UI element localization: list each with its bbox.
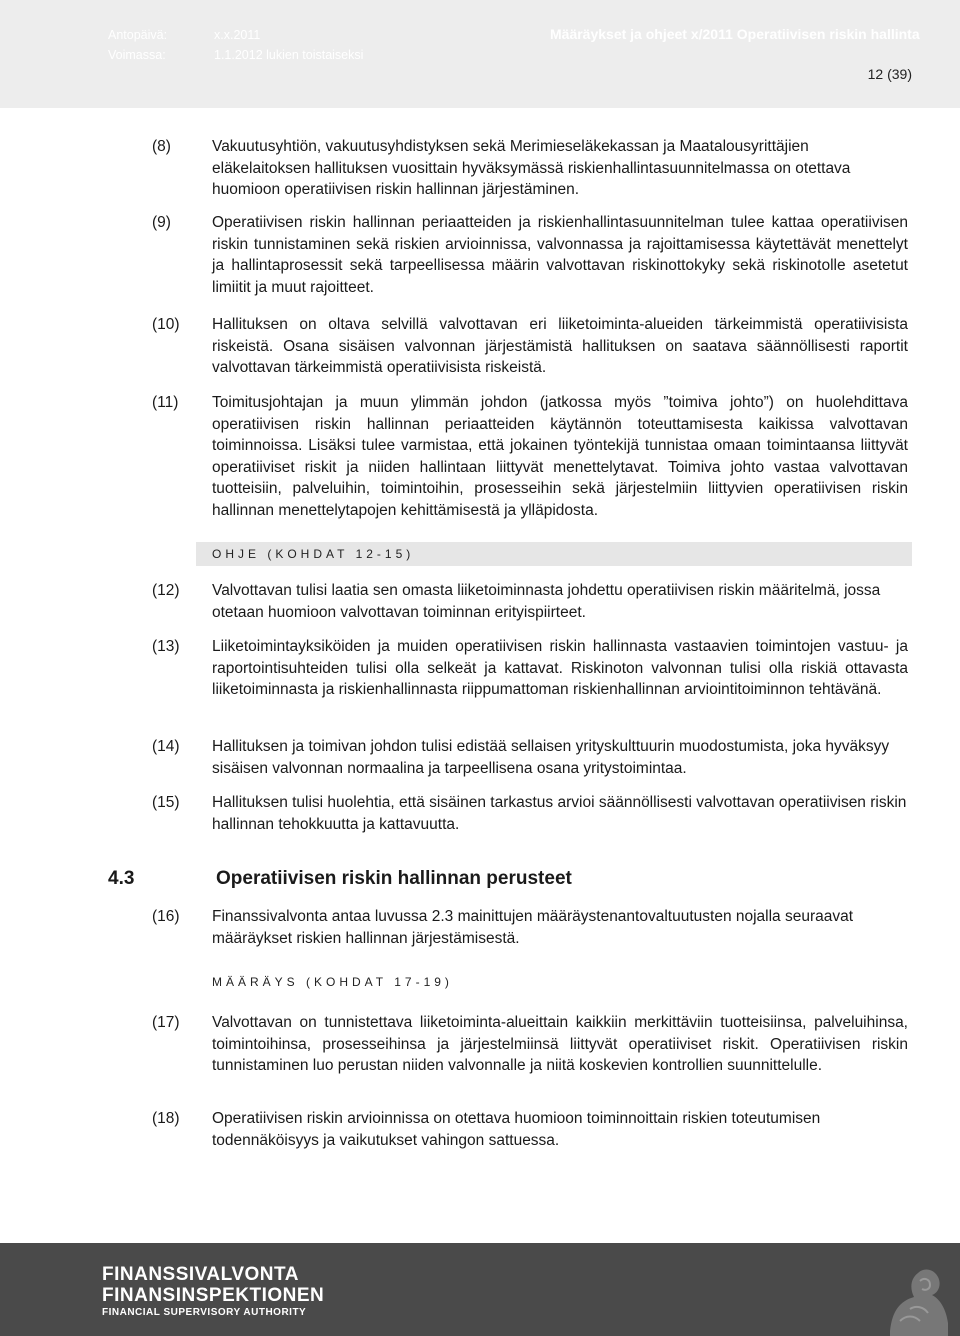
paragraph-8 (108, 136, 908, 201)
paragraph-text: Liiketoimintayksiköiden ja muiden operatiivisen riskin hallinnasta vastaavien toimintojen vastuu- ja raportointisuhteiden tulisi olla selkeät ja kattavat. Riskinoton valvonnan tulisi olla riskiä ottavasta liiketoiminnasta ja riskienhallinnasta riippumattoman riskienhallinnan arviointitoiminnon tehtävänä. (212, 638, 908, 698)
paragraph-14 (108, 736, 908, 779)
paragraph-text: Operatiivisen riskin arvioinnissa on otettava huomioon toiminnoittain riskien toteutumisen todennäköisyys ja vaikutukset vahingon sattuessa. (212, 1110, 821, 1149)
paragraph-9 (108, 212, 908, 298)
paragraph-number: (13) (152, 638, 180, 655)
paragraph-text: Hallituksen tulisi huolehtia, että sisäinen tarkastus arvioi säännöllisesti valvottavan operatiivisen riskin hallinnan tehokkuutta ja kattavuutta. (212, 794, 907, 833)
paragraph-number: (11) (152, 394, 179, 411)
page-header (0, 0, 960, 108)
paragraph-number: (9) (152, 214, 171, 231)
paragraph-number: (14) (152, 738, 180, 755)
issue-date-value: x.x.2011 (214, 28, 261, 42)
paragraph-text: Toimitusjohtajan ja muun ylimmän johdon (jatkossa myös ”toimiva johto”) on huolehdittava operatiivisen riskin hallinnan periaatteiden käytännön toteuttamisesta kaikissa valvottavan toiminnoissa. Lisäksi tulee varmistaa, että jokainen työntekijä tunnistaa omaan toimintaansa liittyvät operatiiviset riskit ja niiden hallintaan liittyvät menettelytavat. Toimiva johto vastaa valvottavan tuotteisiin, palveluihin, toimintoihin, prosesseihin sekä järjestelmiin liittyvien operatiivisen riskin hallinnan menettelytapojen kehittämisestä ja ylläpidosta. (212, 394, 908, 519)
paragraph-text: Valvottavan tulisi laatia sen omasta liiketoiminnasta johdettu operatiivisen riskin määritelmä, jossa otetaan huomioon valvottavan toiminnan erityispiirteet. (212, 582, 881, 621)
paragraph-12 (108, 580, 908, 623)
section-heading (108, 868, 572, 890)
paragraph-18 (108, 1108, 908, 1151)
regulation-heading: MÄÄRÄYS (KOHDAT 17-19) (196, 970, 912, 994)
paragraph-text: Hallituksen ja toimivan johdon tulisi edistää sellaisen yrityskulttuurin muodostumista, joka hyväksyy sisäisen valvonnan normaalina ja tarpeellisena osana yritystoimintaa. (212, 738, 890, 777)
paragraph-13 (108, 636, 908, 701)
logo-line-swedish: FINANSINSPEKTIONEN (102, 1285, 325, 1306)
section-number: 4.3 (108, 868, 135, 889)
paragraph-15 (108, 792, 908, 835)
document-title: Määräykset ja ohjeet x/2011 Operatiivisen riskin hallinta (550, 26, 920, 42)
lion-emblem-icon (880, 1251, 960, 1336)
paragraph-number: (15) (152, 794, 180, 811)
paragraph-text: Finanssivalvonta antaa luvussa 2.3 mainittujen määräystenantovaltuutusten nojalla seuraavat määräykset riskien hallinnan järjestämisestä. (212, 908, 854, 947)
guide-heading: OHJE (KOHDAT 12-15) (196, 542, 912, 566)
paragraph-number: (17) (152, 1014, 180, 1031)
section-title: Operatiivisen riskin hallinnan perusteet (216, 868, 572, 889)
paragraph-10 (108, 314, 908, 379)
paragraph-number: (10) (152, 316, 180, 333)
logo-line-english: FINANCIAL SUPERVISORY AUTHORITY (102, 1307, 307, 1318)
logo-line-finnish: FINANSSIVALVONTA (102, 1264, 299, 1285)
page-footer (0, 1243, 960, 1336)
paragraph-number: (18) (152, 1110, 180, 1127)
paragraph-text: Vakuutusyhtiön, vakuutusyhdistyksen sekä Merimieseläkekassan ja Maatalousyrittäjien eläkelaitoksen hallituksen vuosittain hyväksymässä riskienhallintasuunnitelmassa on otettava huomioon operatiivisen riskin hallinnan järjestäminen. (212, 138, 851, 198)
paragraph-11 (108, 392, 908, 521)
paragraph-17 (108, 1012, 908, 1077)
issue-date-label: Antopäivä: (108, 28, 168, 42)
paragraph-text: Hallituksen on oltava selvillä valvottavan eri liiketoiminta-alueiden tärkeimmistä operatiivisista riskeistä. Osana sisäisen valvonnan järjestämistä hallituksen on saatava säännöllisesti raportit valvottavan tärkeimmistä operatiivisista riskeistä. (212, 316, 908, 376)
valid-value: 1.1.2012 lukien toistaiseksi (214, 48, 364, 62)
paragraph-number: (8) (152, 138, 171, 155)
paragraph-text: Operatiivisen riskin hallinnan periaatteiden ja riskienhallintasuunnitelman tulee kattaa operatiivisen riskin tunnistaminen sekä riskien arvioinnissa, valvonnassa ja rajoittamisessa käytettävät menettelyt ja hallintaprosessit sekä tarpeellisessa määrin valvottavan riskinottokyky sekä riskinotolle asetetut limiitit ja muut rajoitteet. (212, 214, 908, 296)
paragraph-text: Valvottavan on tunnistettava liiketoiminta-alueittain kaikkiin merkittäviin tuotteisiinsa, palveluihinsa, toimintoihinsa, prosesseihinsa ja järjestelmiinsä liittyvät operatiiviset riskit. Operatiivisen riskin tunnistaminen luo perustan niiden valvonnalle ja niitä koskevien kontrollien suunnittelulle. (212, 1014, 908, 1074)
page-number: 12 (39) (867, 66, 912, 82)
paragraph-16 (108, 906, 908, 949)
paragraph-number: (16) (152, 908, 180, 925)
paragraph-number: (12) (152, 582, 180, 599)
valid-label: Voimassa: (108, 48, 166, 62)
